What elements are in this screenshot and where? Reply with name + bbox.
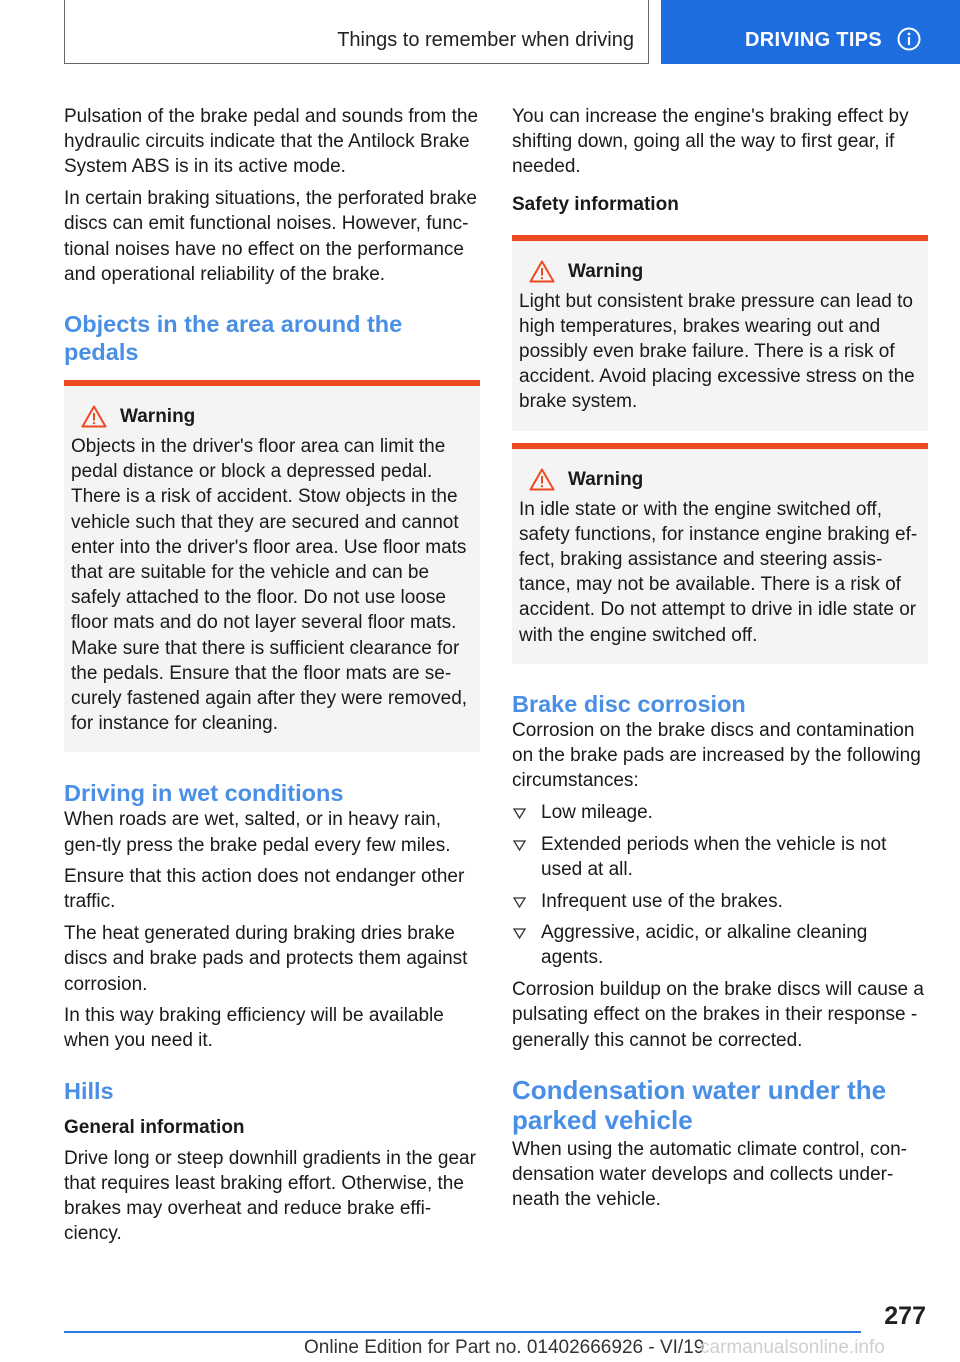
- warning-text-idle-state: In idle state or with the engine switched off, safety functions, for instance engine braking ef‐fect, braking assistance and steering assis‐tance, may not be available. There is a risk of accident. Do not attempt to drive in idle state or with the engine switched off.: [519, 498, 918, 646]
- bullet-triangle-icon: [513, 840, 526, 851]
- header-chapter-tab[interactable]: [661, 0, 960, 64]
- heading-condensation-water: Condensation water under the parked vehicle: [512, 1074, 887, 1135]
- paragraph-wet-1: When roads are wet, salted, or in heavy rain, gen‐tly press the brake pedal every few miles.: [64, 809, 451, 856]
- header-chapter-title: DRIVING TIPS: [745, 29, 882, 51]
- left-column: [64, 104, 480, 1253]
- warning-box-idle-state: [512, 443, 928, 664]
- paragraph-engine-braking: You can increase the engine's braking effect by shifting down, going all the way to first gear, if needed.: [512, 106, 909, 178]
- heading-brake-disc-corrosion: Brake disc corrosion: [512, 690, 746, 717]
- subheading-general-information: General information: [64, 1116, 245, 1138]
- bullet-triangle-icon: [513, 928, 526, 939]
- footer-edition: Online Edition for Part no. 01402666926 - VI/19: [304, 1337, 705, 1358]
- warning-box-brake-pressure: [512, 235, 928, 431]
- paragraph-corrosion-intro: Corrosion on the brake discs and contamination on the brake pads are increased by the following circumstances:: [512, 719, 921, 792]
- page-number: 277: [884, 1302, 926, 1330]
- paragraph-hills: Drive long or steep downhill gradients in the gear that requires least braking effort. Otherwise, the brakes may overheat and reduce brake effi‐ciency.: [64, 1147, 476, 1245]
- corrosion-circumstances-list: [512, 800, 928, 971]
- paragraph-wet-4: In this way braking efficiency will be available when you need it.: [64, 1005, 444, 1052]
- header-section-title: Things to remember when driving: [337, 29, 634, 51]
- heading-objects-pedals: Objects in the area around the pedals: [64, 310, 403, 365]
- paragraph-condensation: When using the automatic climate control, con‐densation water develops and collects under‐neath the vehicle.: [512, 1138, 907, 1211]
- heading-wet-conditions: Driving in wet conditions: [64, 780, 344, 807]
- warning-title: Warning: [568, 468, 644, 490]
- subheading-safety-information: Safety information: [512, 193, 679, 215]
- warning-box-objects: [64, 380, 480, 752]
- footer-divider: [64, 1331, 861, 1333]
- paragraph-wet-2: Ensure that this action does not endanger other traffic.: [64, 866, 465, 913]
- bullet-triangle-icon: [513, 808, 526, 819]
- right-column: [512, 104, 928, 1219]
- paragraph-abs-pulsation: Pulsation of the brake pedal and sounds from the hydraulic circuits indicate that the Antilock Brake System ABS is in its active mode.: [64, 106, 479, 178]
- warning-triangle-icon: [529, 260, 555, 283]
- list-item: Aggressive, acidic, or alkaline cleaning agents.: [512, 920, 928, 970]
- list-item: Infrequent use of the brakes.: [512, 889, 928, 914]
- paragraph-corrosion-effect: Corrosion buildup on the brake discs will cause a pulsating effect on the brakes in their response - generally this cannot be corrected.: [512, 979, 924, 1051]
- warning-title: Warning: [568, 260, 644, 282]
- paragraph-brake-noises: In certain braking situations, the perforated brake discs can emit functional noises. However, func‐tional noises have no effect on the performance and operational reliability of the brake.: [64, 188, 477, 285]
- warning-header: [529, 467, 921, 493]
- warning-title: Warning: [120, 405, 196, 427]
- info-icon[interactable]: [897, 27, 921, 51]
- warning-header: [81, 404, 473, 430]
- bullet-triangle-icon: [513, 897, 526, 908]
- warning-text-brake-pressure: Light but consistent brake pressure can lead to high temperatures, brakes wearing out and possibly even brake failure. There is a risk of accident. Avoid placing excessive stress on the brake system.: [519, 290, 915, 413]
- footer-watermark: carmanualsonline.info: [700, 1337, 885, 1358]
- warning-header: [529, 259, 921, 285]
- warning-text-objects: Objects in the driver's floor area can limit the pedal distance or block a depressed pedal. There is a risk of accident. Stow objects in the vehicle such that they are secured and cannot enter into the driver's floor area. Use floor mats that are suitable for the vehicle and can be safely attached to the floor. Do not use loose floor mats and do not layer several floor mats. Make sure that there is sufficient clearance for the pedals. Ensure that the floor mats are se‐curely fastened again after they were removed, for instance for cleaning.: [71, 435, 468, 735]
- list-item: Extended periods when the vehicle is not used at all.: [512, 832, 928, 882]
- paragraph-wet-3: The heat generated during braking dries brake discs and brake pads and protects them against corrosion.: [64, 923, 468, 995]
- warning-triangle-icon: [81, 405, 107, 428]
- list-item: Low mileage.: [512, 800, 928, 825]
- warning-triangle-icon: [529, 468, 555, 491]
- heading-hills: Hills: [64, 1077, 114, 1104]
- header-section-box: [64, 0, 649, 64]
